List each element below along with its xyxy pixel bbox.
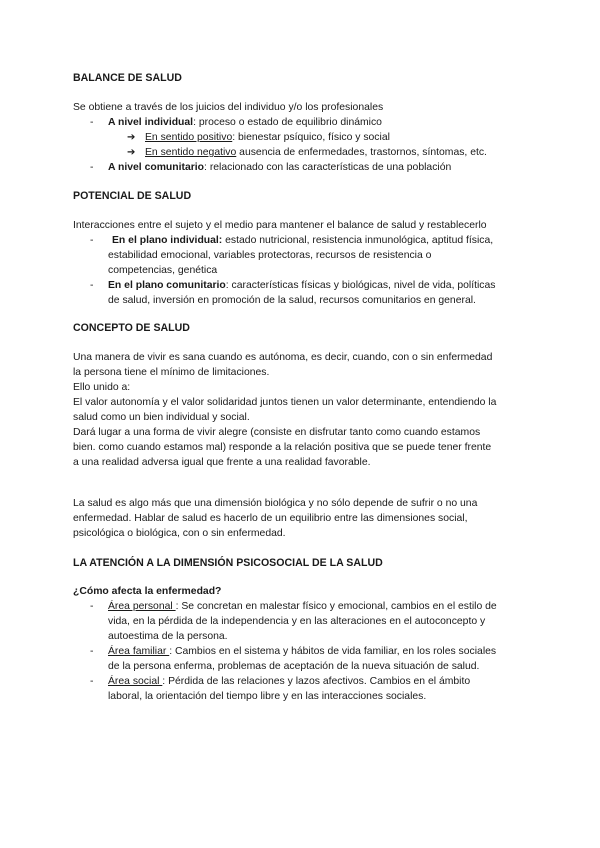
concepto-line: a una realidad adversa igual que frente a una realidad favorable. — [73, 457, 371, 468]
atencion-item-social-label: Área social — [108, 676, 163, 687]
atencion-item-familiar-line1: : Cambios en el sistema y hábitos de vida familiar, en los roles sociales — [169, 646, 497, 657]
bullet-dash: - — [90, 117, 94, 128]
potencial-item-comunitario-label: En el plano comunitario — [108, 280, 226, 291]
balance-item-individual-text: : proceso o estado de equilibrio dinámico — [193, 117, 382, 128]
bullet-dash: - — [90, 280, 94, 291]
section-title-atencion: LA ATENCIÓN A LA DIMENSIÓN PSICOSOCIAL DE LA SALUD — [73, 557, 383, 569]
atencion-item-personal-line3: autoestima de la persona. — [108, 631, 228, 642]
potencial-item-comunitario-line2: de salud, inversión en promoción de la salud, recursos comunitarios en general. — [108, 295, 476, 306]
potencial-item-comunitario-line1: : características físicas y biológicas, nivel de vida, políticas — [225, 280, 496, 291]
atencion-item-personal-line2: vida, en la pérdida de la independencia y en las alteraciones en el autoconcepto y — [108, 616, 486, 627]
arrow-icon: ➔ — [127, 147, 136, 158]
bullet-dash: - — [90, 601, 94, 612]
concepto-line: salud como un bien individual y social. — [73, 412, 250, 423]
concepto-line: bien. como cuando estamos mal) responde a la relación positiva que se puede tener frente — [73, 442, 492, 453]
potencial-intro: Interacciones entre el sujeto y el medio para mantener el balance de salud y restablecerlo — [73, 220, 487, 231]
section-title-balance: BALANCE DE SALUD — [73, 72, 182, 84]
balance-intro: Se obtiene a través de los juicios del individuo y/o los profesionales — [73, 102, 384, 113]
atencion-item-personal-line1: : Se concretan en malestar físico y emocional, cambios en el estilo de — [175, 601, 497, 612]
section-title-concepto: CONCEPTO DE SALUD — [73, 322, 190, 334]
balance-sub-negative-label: En sentido negativo — [145, 147, 237, 158]
potencial-item-individual-line1: estado nutricional, resistencia inmunológica, aptitud física, — [222, 235, 494, 246]
balance-item-comunitario-text: : relacionado con las características de una población — [204, 162, 452, 173]
balance-item-individual — [108, 115, 382, 130]
potencial-item-individual-line3: competencias, genética — [108, 265, 218, 276]
balance-sub-negative — [145, 145, 487, 160]
concepto-para2-line: enfermedad. Hablar de salud es hacerlo de un equilibrio entre las dimensiones social, — [73, 513, 468, 524]
atencion-item-personal-label: Área personal — [108, 601, 176, 612]
arrow-icon: ➔ — [127, 132, 136, 143]
potencial-item-comunitario — [108, 278, 495, 293]
balance-sub-positive-label: En sentido positivo — [145, 132, 233, 143]
balance-sub-positive — [145, 130, 390, 145]
concepto-para2-line: La salud es algo más que una dimensión biológica y no sólo depende de sufrir o no una — [73, 498, 478, 509]
atencion-item-social-line1: : Pérdida de las relaciones y lazos afectivos. Cambios en el ámbito — [162, 676, 471, 687]
concepto-line: Una manera de vivir es sana cuando es autónoma, es decir, cuando, con o sin enfermedad — [73, 352, 493, 363]
potencial-item-individual — [112, 233, 493, 248]
potencial-item-individual-line2: estabilidad emocional, variables protectoras, recursos de resistencia o — [108, 250, 432, 261]
balance-sub-positive-text: : bienestar psíquico, físico y social — [232, 132, 390, 143]
section-title-potencial: POTENCIAL DE SALUD — [73, 190, 192, 202]
balance-sub-negative-text: ausencia de enfermedades, trastornos, síntomas, etc. — [236, 147, 487, 158]
atencion-item-social — [108, 674, 470, 689]
concepto-line: Ello unido a: — [73, 382, 131, 393]
bullet-dash: - — [90, 646, 94, 657]
atencion-question: ¿Cómo afecta la enfermedad? — [73, 586, 222, 597]
atencion-item-familiar-label: Área familiar — [108, 646, 170, 657]
atencion-item-personal — [108, 599, 497, 614]
bullet-dash: - — [90, 162, 94, 173]
concepto-para2-line: psicológica o biológica, con o sin enfermedad. — [73, 528, 286, 539]
bullet-dash: - — [90, 676, 94, 687]
balance-item-comunitario — [108, 160, 451, 175]
bullet-dash: - — [90, 235, 94, 246]
balance-item-individual-label: A nivel individual — [108, 117, 194, 128]
concepto-line: El valor autonomía y el valor solidaridad juntos tienen un valor determinante, entendiendo la — [73, 397, 497, 408]
concepto-line: la persona tiene el mínimo de limitaciones. — [73, 367, 270, 378]
balance-item-comunitario-label: A nivel comunitario — [108, 162, 205, 173]
potencial-item-individual-label: En el plano individual: — [112, 235, 223, 246]
concepto-line: Dará lugar a una forma de vivir alegre (consiste en disfrutar tanto como cuando estamos — [73, 427, 481, 438]
atencion-item-social-line2: laboral, la orientación del tiempo libre y en las interacciones sociales. — [108, 691, 427, 702]
atencion-item-familiar — [108, 644, 496, 659]
atencion-item-familiar-line2: de la persona enferma, problemas de aceptación de la nueva situación de salud. — [108, 661, 480, 672]
